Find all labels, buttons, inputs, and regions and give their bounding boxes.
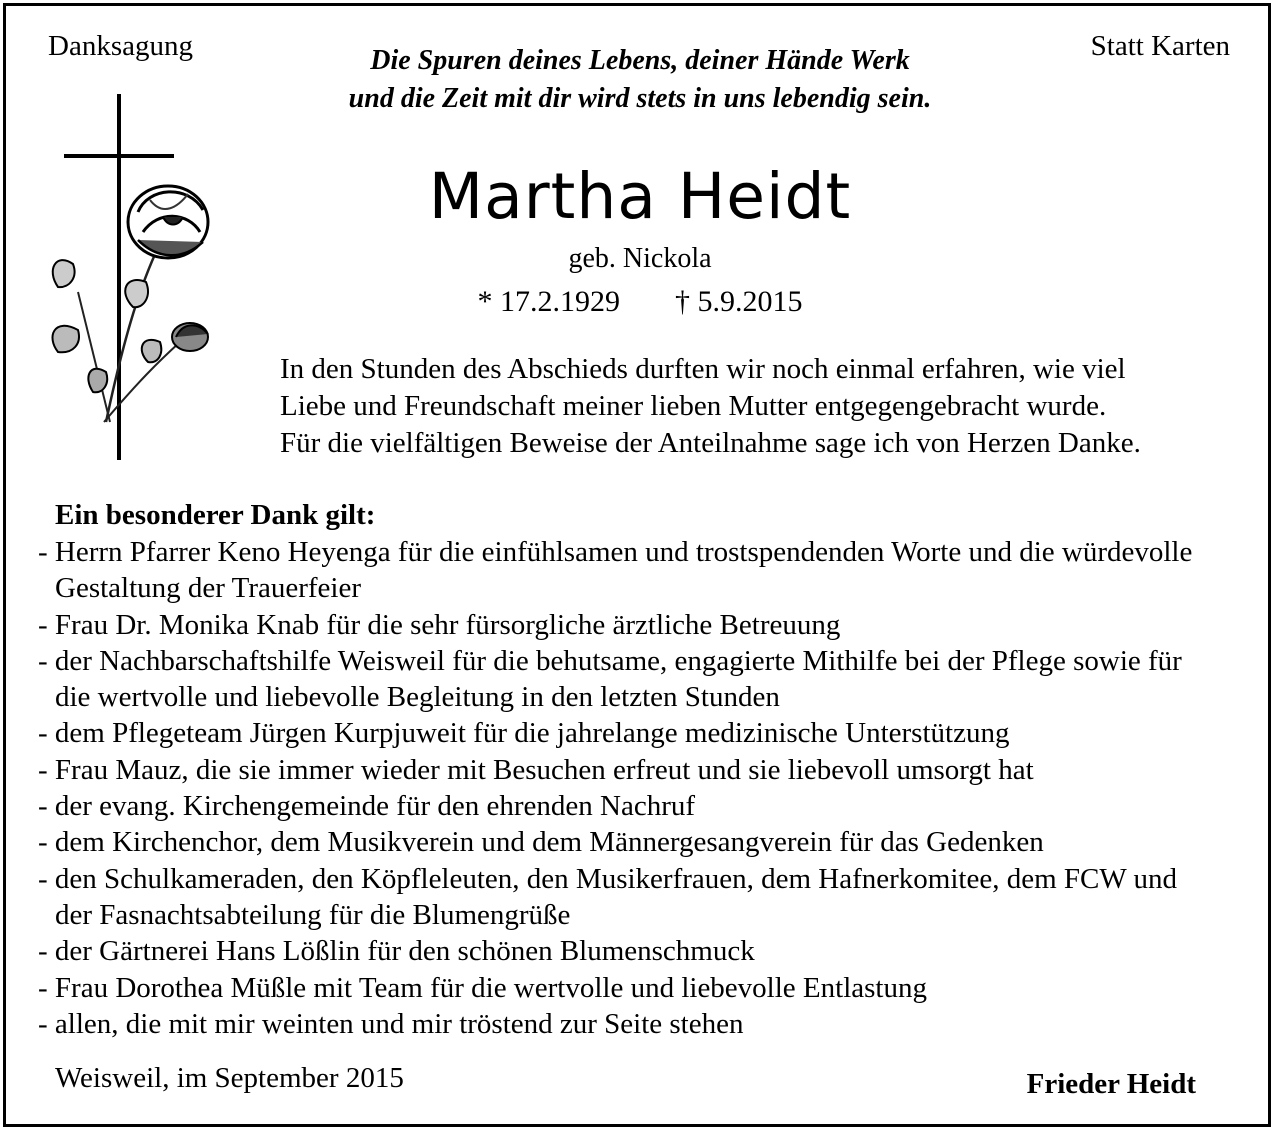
header-statt-karten: Statt Karten bbox=[1090, 30, 1230, 62]
motto-line-2: und die Zeit mit dir wird stets in uns lebendig sein. bbox=[348, 83, 932, 114]
life-dates bbox=[0, 285, 1280, 319]
list-item: - Herrn Pfarrer Keno Heyenga für die einfühlsamen und trostspendenden Worte und die würdevolle Gestaltung der Trauerfeier bbox=[38, 536, 1193, 605]
thanks-list bbox=[38, 534, 1218, 1042]
list-item: - der Nachbarschaftshilfe Weisweil für die behutsame, engagierte Mithilfe bei der Pflege sowie für die wertvolle und liebevolle Begleitung in den letzten Stunden bbox=[38, 644, 1182, 714]
intro-line: Für die vielfältigen Beweise der Anteilnahme sage ich von Herzen Danke. bbox=[280, 427, 1141, 459]
list-item: - der Gärtnerei Hans Lößlin für den schönen Blumenschmuck bbox=[38, 935, 755, 968]
thanks-heading: Ein besonderer Dank gilt: bbox=[55, 499, 376, 531]
place-date: Weisweil, im September 2015 bbox=[55, 1062, 404, 1094]
list-item: - Frau Dr. Monika Knab für die sehr fürsorgliche ärztliche Betreuung bbox=[38, 608, 841, 641]
signature: Frieder Heidt bbox=[1026, 1068, 1196, 1100]
list-item: - Frau Mauz, die sie immer wieder mit Besuchen erfreut und sie liebevoll umsorgt hat bbox=[38, 753, 1034, 786]
motto-line-1: Die Spuren deines Lebens, deiner Hände Werk bbox=[370, 45, 910, 76]
death-date: † 5.9.2015 bbox=[675, 285, 803, 318]
intro-text bbox=[280, 351, 1141, 462]
list-item: - den Schulkameraden, den Köpfleleuten, den Musikerfrauen, dem Hafnerkomitee, dem FCW und der Fasnachtsabteilung für die Blumengrüße bbox=[38, 862, 1177, 931]
header-danksagung: Danksagung bbox=[48, 30, 193, 62]
intro-line: In den Stunden des Abschieds durften wir noch einmal erfahren, wie viel bbox=[280, 353, 1126, 385]
list-item: - dem Kirchenchor, dem Musikverein und dem Männergesangverein für das Gedenken bbox=[38, 826, 1044, 859]
list-item: - Frau Dorothea Müßle mit Team für die wertvolle und liebevolle Entlastung bbox=[38, 971, 927, 1004]
cross-with-rose-icon bbox=[38, 92, 223, 464]
intro-line: Liebe und Freundschaft meiner lieben Mutter entgegengebracht wurde. bbox=[280, 390, 1107, 422]
list-item: - dem Pflegeteam Jürgen Kurpjuweit für die jahrelange medizinische Unterstützung bbox=[38, 717, 1010, 750]
birth-name: geb. Nickola bbox=[568, 243, 712, 274]
list-item: - der evang. Kirchengemeinde für den ehrenden Nachruf bbox=[38, 790, 696, 823]
birth-date: * 17.2.1929 bbox=[477, 285, 620, 318]
deceased-name: Martha Heidt bbox=[428, 160, 852, 233]
list-item: - allen, die mit mir weinten und mir tröstend zur Seite stehen bbox=[38, 1007, 744, 1040]
